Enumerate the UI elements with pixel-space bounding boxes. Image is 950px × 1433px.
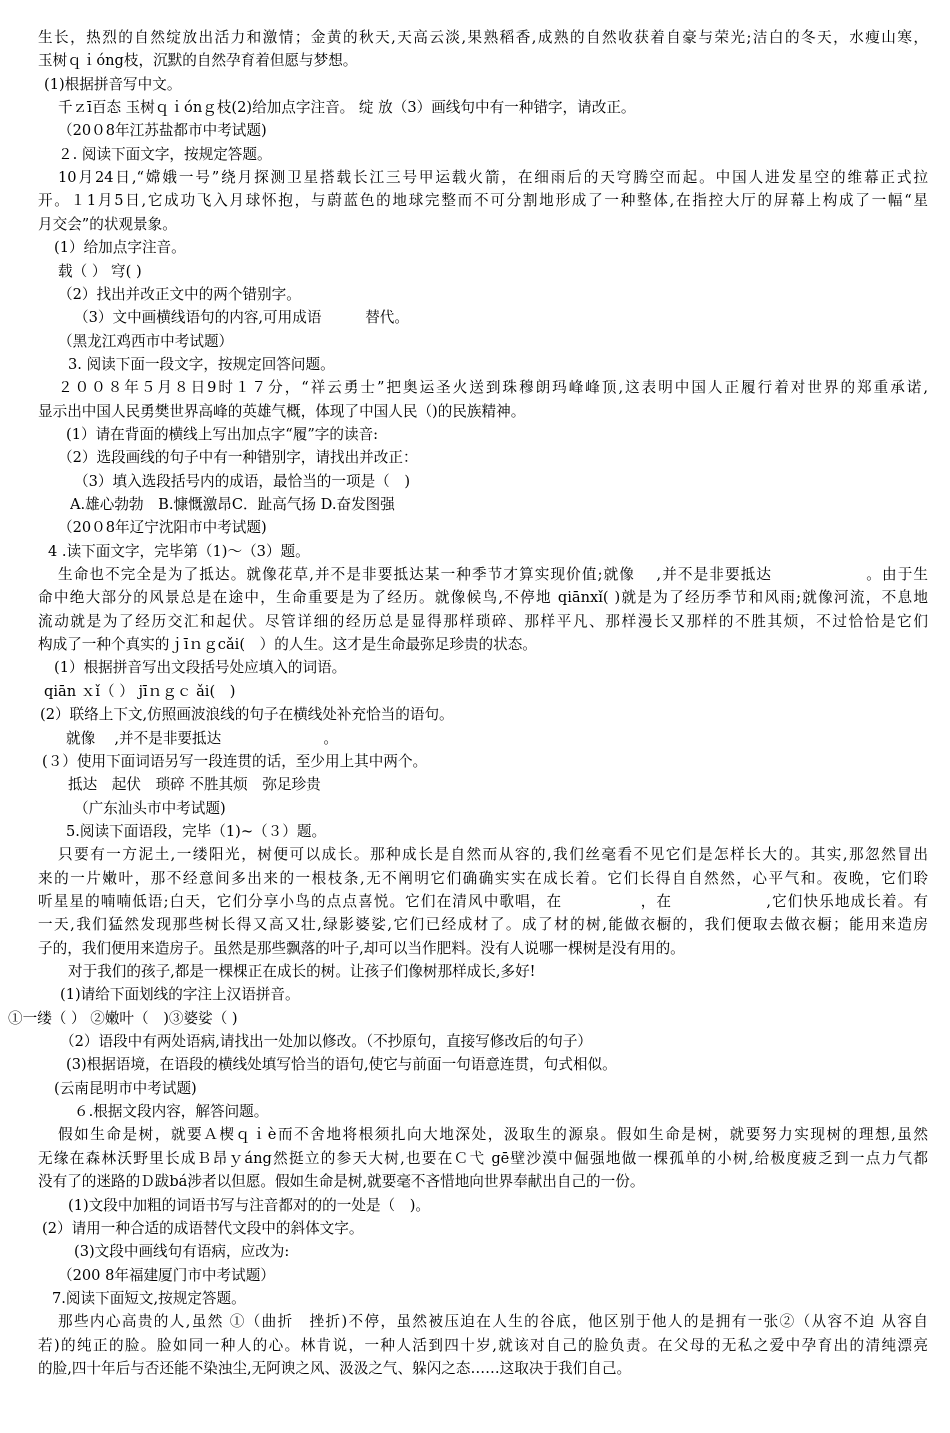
text-line: 3. 阅读下面一段文字，按规定回答问题。 <box>68 355 335 373</box>
text-line: 命中绝大部分的风景总是在途中，生命重要是为了经历。就像候鸟,不停地 qiānxǐ( )就是为了经历季节和风雨;就像河流，不息地 <box>38 589 928 607</box>
text-line: 没有了的迷路的Ｄ跋bá涉者以但愿。假如生命是树,就要毫不吝惜地向世界奉献出自己的一份。 <box>38 1173 645 1191</box>
text-line: 生命也不完全是为了抵达。就像花草,并不是非要抵达某一种季节才算实现价值;就像 ,并不是非要抵达 。由于生 <box>58 566 928 584</box>
text-line: 4 .读下面文字，完毕第（1)～（3）题。 <box>48 542 310 560</box>
text-line: 一天,我们猛然发现那些树长得又高又壮,绿影婆娑,它们已经成材了。成了材的树,能做衣橱的，我们便取去做衣橱；能用来造房 <box>38 916 928 934</box>
text-line: ①一缕（ ） ②嫩叶（ )③婆娑（ ) <box>8 1009 238 1027</box>
text-line: 5.阅读下面语段，完毕（1)~（３）题。 <box>66 822 327 840</box>
text-line: （200 8年福建厦门市中考试题） <box>58 1266 275 1284</box>
text-line: 对于我们的孩子,都是一棵棵正在成长的树。让孩子们像树那样成长,多好! <box>68 963 536 980</box>
text-line: （3）文中画横线语句的内容,可用成语 替代。 <box>74 309 409 327</box>
text-line: 流动就是为了经历交汇和起伏。尽管详细的经历总是显得那样琐碎、那样平凡、那样漫长又那样的不胜其烦，不过恰恰是它们 <box>38 612 928 630</box>
text-line: （黑龙江鸡西市中考试题） <box>58 332 234 350</box>
text-line: ２００８年５月８日9时１７分，“祥云勇士”把奥运圣火送到珠穆朗玛峰峰顶,这表明中国人正履行着对世界的郑重承诺, <box>58 379 928 397</box>
text-line: 子的，我们便用来造房子。虽然是那些飘落的叶子,却可以当作肥料。没有人说哪一棵树是没有用的。 <box>38 939 685 957</box>
text-line: 就像 ,并不是非要抵达 。 <box>66 729 338 747</box>
text-line: （2）找出并改正文中的两个错别字。 <box>58 285 301 303</box>
text-line: (３）使用下面词语另写一段连贯的话，至少用上其中两个。 <box>42 752 428 770</box>
text-line: 开。１1月5日,它成功飞入月球怀抱，与蔚蓝色的地球完整而不可分割地形成了一种整体,在指控大厅的屏幕上构成了一幅“星 <box>38 192 928 210</box>
text-line: (3)文段中画线句有语病，应改为: <box>74 1243 290 1261</box>
text-line: (1）请在背面的横线上写出加点字“履”字的读音: <box>66 425 379 443</box>
text-line: (1)请给下面划线的字注上汉语拼音。 <box>60 986 300 1004</box>
text-line: （20０8年辽宁沈阳市中考试题) <box>58 519 267 537</box>
text-line: ６.根据文段内容，解答问题。 <box>74 1103 269 1121</box>
text-line: 生长，热烈的自然绽放出活力和激情；金黄的秋天,天高云淡,果熟稻香,成熟的自然收获着自豪与荣光;洁白的冬天，水瘦山寒， <box>38 29 928 46</box>
text-line: （2）选段画线的句子中有一种错别字，请找出并改正： <box>58 449 418 467</box>
text-line: (2）联络上下文,仿照画波浪线的句子在横线处补充恰当的语句。 <box>40 706 454 724</box>
text-line: （3）填入选段括号内的成语，最恰当的一项是（ ) <box>74 472 411 490</box>
text-line: qiān ｘǐ（ ） jīｎｇｃ ǎi( ) <box>44 682 236 700</box>
text-line: 听星星的喃喃低语;白天，它们分享小鸟的点点喜悦。它们在清风中歌唱，在 ，在 ,它们快乐地成长着。有 <box>38 892 928 910</box>
text-line: 无缘在森林沃野里长成Ｂ昂ｙáng然挺立的参天大树,也要在Ｃ弋 gē壁沙漠中倔强地做一棵孤单的小树,给极度疲乏到一点力气都 <box>38 1149 928 1167</box>
text-line: (云南昆明市中考试题) <box>54 1079 197 1097</box>
text-line: 构成了一种个真实的ｊīｎｇcǎi( ）的人生。这才是生命最弥足珍贵的状态。 <box>38 636 537 654</box>
text-line: 月交会”的状观景象。 <box>38 215 177 233</box>
text-line: 载（ ） 穹( ) <box>58 262 142 280</box>
text-line: 10月24日,“嫦娥一号”绕月探测卫星搭载长江三号甲运载火箭，在细雨后的天穹腾空而起。中国人进发星空的维幕正式拉 <box>58 169 928 187</box>
text-line: 显示出中国人民勇樊世界高峰的英雄气概，体现了中国人民（)的民族精神。 <box>38 402 526 420</box>
text-line: A.雄心勃勃 B.慷慨激昂C．趾高气扬 D.奋发图强 <box>70 496 395 513</box>
text-line: 千ｚī百态 玉树ｑｉónｇ枝(2)给加点字注音。 绽 放（3）画线句中有一种错字，请改正。 <box>58 99 636 117</box>
text-line: 的脸,四十年后与否还能不染浊尘,无阿谀之风、汲汲之气、躲闪之态……这取决于我们自己。 <box>38 1359 632 1377</box>
text-line: 抵达 起伏 琐碎 不胜其烦 弥足珍贵 <box>68 776 321 794</box>
text-line: ２. 阅读下面文字，按规定答题。 <box>58 145 272 163</box>
text-line: 玉树ｑｉóng枝，沉默的自然孕育着但愿与梦想。 <box>38 52 358 70</box>
text-line: 那些内心高贵的人,虽然 ①（曲折 挫折)不停，虽然被压迫在人生的谷底，他区别于他人的是拥有一张②（从容不迫 从容自 <box>58 1313 928 1331</box>
text-line: (1)根据拼音写中文。 <box>44 75 182 93</box>
text-line: 只要有一方泥土,一缕阳光，树便可以成长。那种成长是自然而从容的,我们丝毫看不见它们是怎样长大的。其实,那忽然冒出 <box>58 846 928 864</box>
text-line: (1）根据拼音写出文段括号处应填入的词语。 <box>54 659 347 677</box>
text-line: (3)根据语境，在语段的横线处填写恰当的语句,使它与前面一句语意连贯，句式相似。 <box>66 1056 617 1074</box>
text-line: 若)的纯正的脸。脸如同一种人的心。林肯说，一种人活到四十岁,就该对自己的脸负责。在父母的无私之爱中孕育出的清纯漂亮 <box>38 1336 928 1354</box>
text-line: （广东汕头市中考试题) <box>74 799 226 817</box>
text-line: （2）语段中有两处语病,请找出一处加以修改。（不抄原句，直接写修改后的句子） <box>60 1033 593 1051</box>
text-line: (2）请用一种合适的成语替代文段中的斜体文字。 <box>42 1219 364 1237</box>
text-line: 7.阅读下面短文,按规定答题。 <box>52 1289 246 1307</box>
text-line: （20０8年江苏盐都市中考试题) <box>58 122 267 140</box>
text-line: (1)文段中加粗的词语书写与注音都对的的一处是（ )。 <box>68 1196 431 1214</box>
text-line: 假如生命是树，就要Ａ楔ｑｉè而不舍地将根须扎向大地深处，汲取生的源泉。假如生命是树，就要努力实现树的理想,虽然 <box>58 1126 928 1144</box>
text-line: (1）给加点字注音。 <box>54 239 186 257</box>
text-line: 来的一片嫩叶，那不经意间多出来的一根枝条,无不阐明它们确确实实在成长着。它们长得自自然然，心平气和。夜晚，它们聆 <box>38 869 928 887</box>
